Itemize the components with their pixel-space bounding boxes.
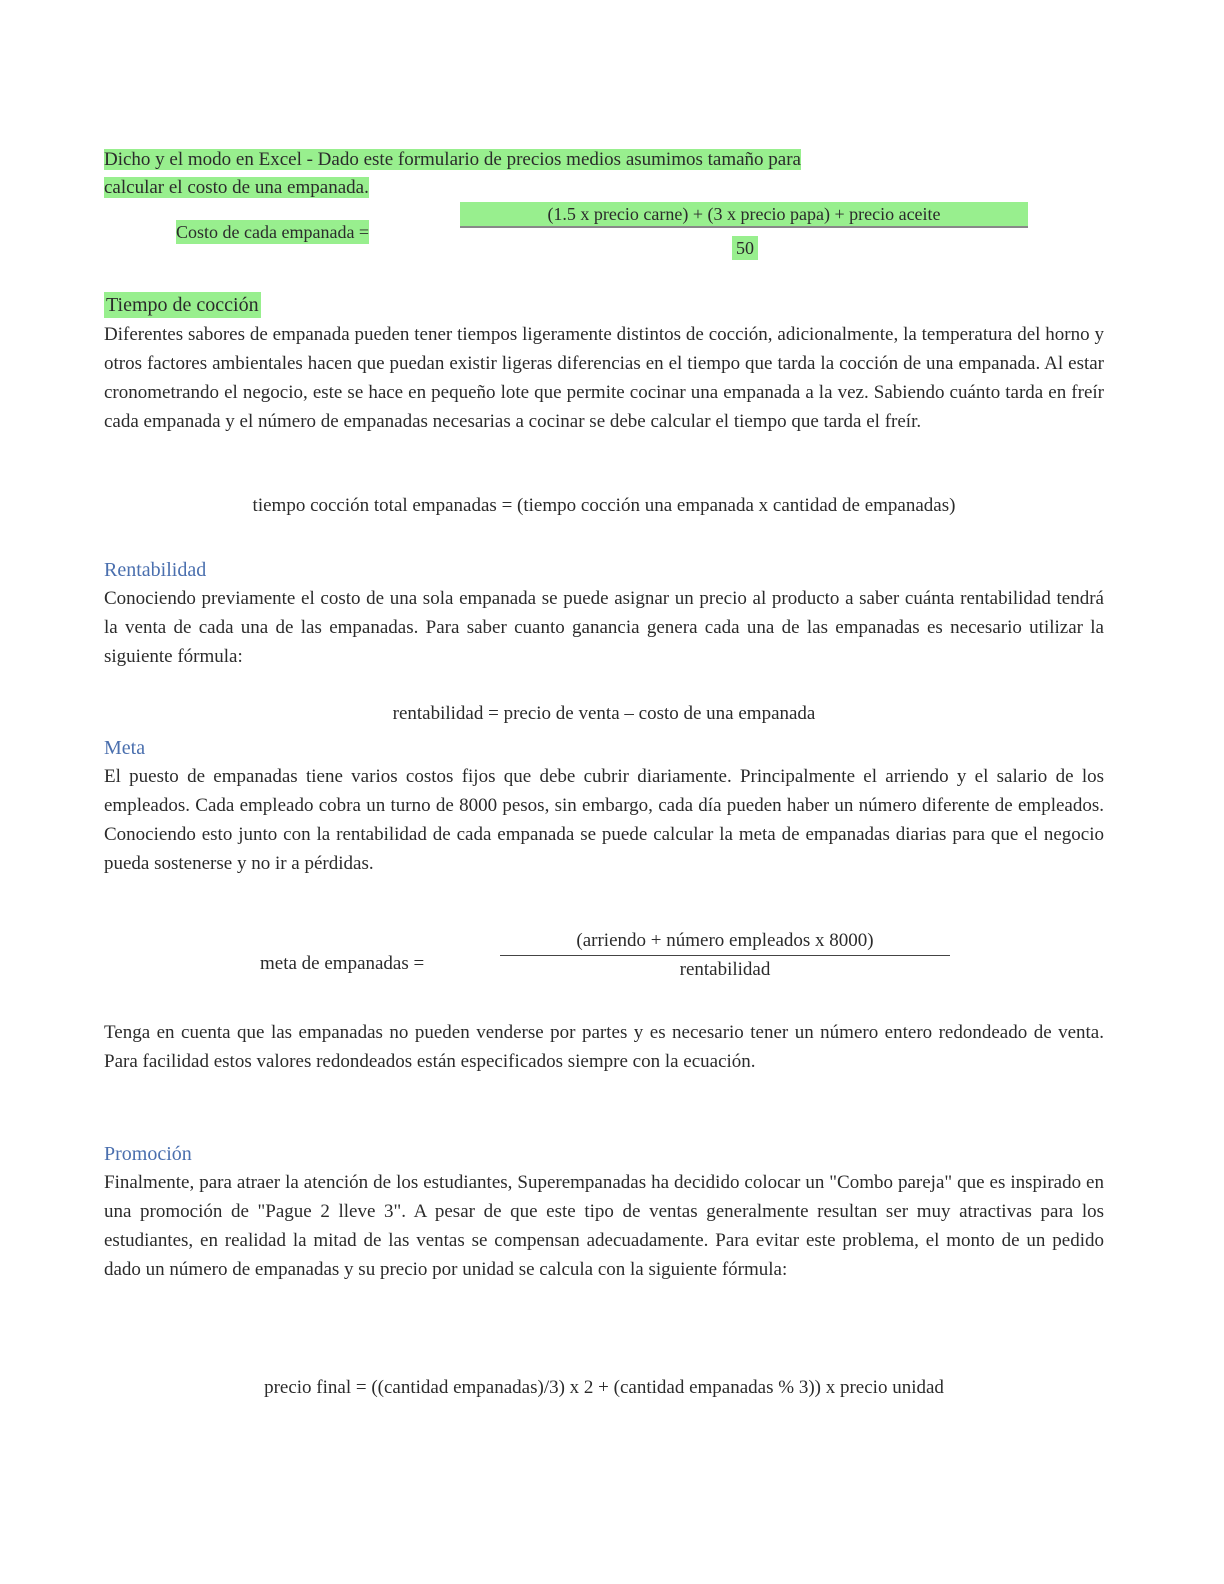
section-meta	[104, 734, 1104, 878]
section-body-tiempo: Diferentes sabores de empanada pueden tener tiempos ligeramente distintos de cocción, adicionalmente, la temperatura del horno y otros factores ambientales hacen que puedan existir ligeras diferencias en el tiempo que tarda la cocción de una empanada. Al estar cronometrando el negocio, este se hace en pequeño lote que permite cocinar una empanada a la vez. Sabiendo cuánto tarda en freír cada empanada y el número de empanadas necesarias a cocinar se debe calcular el tiempo que tarda el freír.	[104, 324, 1104, 432]
cost-formula	[176, 200, 1036, 264]
section-promocion	[104, 1140, 1104, 1284]
section-body-meta: El puesto de empanadas tiene varios costos fijos que debe cubrir diariamente. Principalmente el arriendo y el salario de los empleados. Cada empleado cobra un turno de 8000 pesos, sin embargo, cada día pueden haber un número diferente de empleados. Conociendo esto junto con la rentabilidad de cada empanada se puede calcular la meta de empanadas diarias para que el negocio pueda sostenerse y no ir a pérdidas.	[104, 766, 1104, 874]
formula-tiempo: tiempo cocción total empanadas = (tiempo cocción una empanada x cantidad de empanadas)	[252, 495, 956, 516]
section-body-promocion: Finalmente, para atraer la atención de los estudiantes, Superempanadas ha decidido colocar un "Combo pareja" que es inspirado en una promoción de "Pague 2 lleve 3". A pesar de que este tipo de ventas generalmente resultan ser muy atractivas para los estudiantes, en realidad la mitad de las ventas se compensan adecuadamente. Para evitar este problema, el monto de un pedido dado un número de empanadas y su precio por unidad se calcula con la siguiente fórmula:	[104, 1172, 1104, 1280]
section-title-promocion: Promoción	[104, 1143, 192, 1165]
section-rentabilidad	[104, 556, 1104, 671]
section-body-rentabilidad: Conociendo previamente el costo de una sola empanada se puede asignar un precio al producto a saber cuánta rentabilidad tendrá la venta de cada una de las empanadas. Para saber cuanto ganancia genera cada una de las empanadas es necesario utilizar la siguiente fórmula:	[104, 588, 1104, 667]
section-title-rentabilidad: Rentabilidad	[104, 559, 207, 581]
formula-meta-fraction	[500, 930, 950, 981]
intro-line-2: calcular el costo de una empanada.	[104, 177, 369, 198]
cost-formula-lhs: Costo de cada empanada =	[176, 222, 370, 242]
formula-meta	[260, 930, 960, 994]
meta-note	[104, 1018, 1104, 1076]
section-tiempo	[104, 292, 1104, 436]
intro-line-1: Dicho y el modo en Excel - Dado este formulario de precios medios asumimos tamaño para	[104, 149, 801, 170]
formula-meta-denominator: rentabilidad	[679, 959, 771, 980]
cost-formula-denominator: 50	[732, 236, 758, 260]
formula-meta-lhs: meta de empanadas =	[260, 953, 425, 974]
formula-promocion: precio final = ((cantidad empanadas)/3) x 2 + (cantidad empanadas % 3)) x precio unidad	[264, 1377, 944, 1398]
section-title-tiempo: Tiempo de cocción	[106, 294, 259, 316]
formula-meta-numerator: (arriendo + número empleados x 8000)	[500, 930, 950, 956]
section-title-meta: Meta	[104, 737, 146, 759]
meta-note-text: Tenga en cuenta que las empanadas no pueden venderse por partes y es necesario tener un número entero redondeado de venta. Para facilidad estos valores redondeados están especificados siempre con la ecuación.	[104, 1022, 1104, 1072]
intro-paragraph	[104, 146, 1104, 202]
formula-rentabilidad: rentabilidad = precio de venta – costo de una empanada	[392, 703, 816, 724]
cost-formula-numerator: (1.5 x precio carne) + (3 x precio papa) + precio aceite	[460, 202, 1028, 228]
